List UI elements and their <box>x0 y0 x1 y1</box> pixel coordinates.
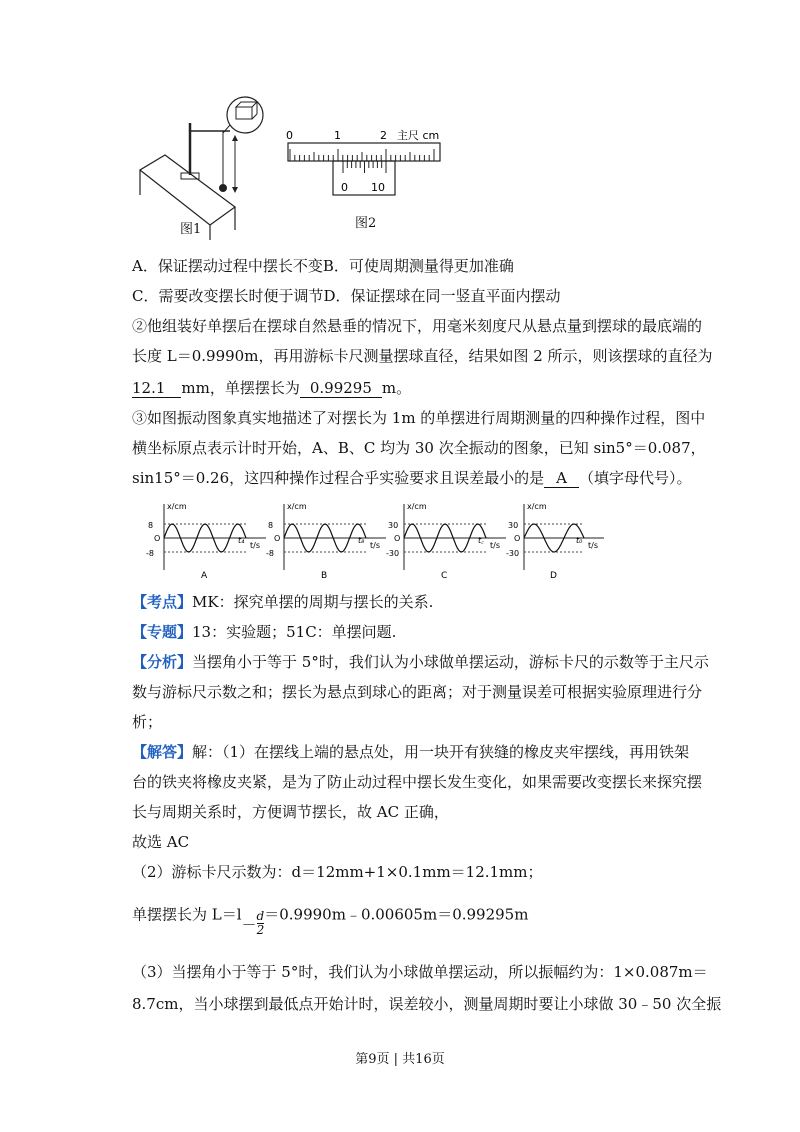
jieda-tag: 【解答】 <box>132 743 193 761</box>
origin-label: O <box>274 534 281 543</box>
jieda-line-5: （2）游标卡尺示数为：d＝12mm+1×0.1mm＝12.1mm； <box>132 863 543 881</box>
t-end-label: t₈ <box>358 536 365 545</box>
q2-answer-length: 0.99295 <box>300 380 382 398</box>
q3-line-3: sin15°＝0.26，这四种操作过程合乎实验要求且误差最小的是 A （填字母代号）。 <box>132 469 692 487</box>
figure-1-label: 图1 <box>180 222 202 237</box>
q2-line-3: 12.1 mm，单摆摆长为 0.99295 m。 <box>132 379 412 397</box>
graph-D <box>506 502 604 580</box>
q2-answer-diameter: 12.1 <box>132 380 181 398</box>
q2-line-2: 长度 L＝0.9990m，再用游标卡尺测量摆球直径，结果如图 2 所示，则该摆球的直径为 <box>132 347 713 365</box>
kaodian-line: 【考点】MK：探究单摆的周期与摆长的关系. <box>132 593 434 611</box>
figure-2-vernier <box>285 125 450 200</box>
ruler-tick-2: 2 <box>380 129 387 142</box>
fraction-d-over-2: $\frac{d}{2}$ <box>256 909 265 937</box>
jieda-line-2: 台的铁夹将橡皮夹紧，是为了防止动过程中摆长发生变化，如果需要改变摆长来探究摆 <box>132 773 703 791</box>
ruler-tick-1: 1 <box>334 129 341 142</box>
jieda-line-3: 长与周期关系时，方便调节摆长，故 AC 正确， <box>132 803 449 821</box>
fenxi-line-2: 数与游标尺示数之和；摆长为悬点到球心的距离；对于测量误差可根据实验原理进行分 <box>132 683 703 701</box>
graph-label: D <box>550 571 557 580</box>
ymin-label: -8 <box>146 549 154 558</box>
xlabel: t/s <box>250 541 260 550</box>
origin-label: O <box>394 534 401 543</box>
ymax-label: 30 <box>508 521 519 530</box>
ylabel: x/cm <box>527 502 547 511</box>
vernier-tick-10: 10 <box>371 181 385 194</box>
q3-line-1: ③如图振动图象真实地描述了对摆长为 1m 的单摆进行周期测量的四种操作过程，图中 <box>132 409 706 427</box>
fenxi-line-1: 【分析】当摆角小于等于 5°时，我们认为小球做单摆运动，游标卡尺的示数等于主尺示 <box>132 653 709 671</box>
graph-label: C <box>441 571 448 580</box>
ymin-label: -30 <box>506 549 520 558</box>
ymin-label: -8 <box>266 549 274 558</box>
ymax-label: 30 <box>388 521 399 530</box>
ylabel: x/cm <box>287 502 307 511</box>
ylabel: x/cm <box>167 502 187 511</box>
ymax-label: 8 <box>268 521 274 530</box>
fenxi-tag: 【分析】 <box>132 653 193 671</box>
ruler-unit: 主尺 cm <box>397 129 440 142</box>
q3-answer: A <box>544 470 579 488</box>
oscillation-graphs <box>142 500 612 580</box>
xlabel: t/s <box>588 541 598 550</box>
page-footer: 第9页 | 共16页 <box>355 1052 445 1067</box>
graph-B <box>266 502 386 580</box>
zhuanti-line: 【专题】13：实验题；51C：单摆问题. <box>132 623 397 641</box>
origin-label: O <box>514 534 521 543</box>
jieda-line-6: 单摆摆长为 L＝l－ $\frac{d}{2}$ ＝0.9990m﹣0.00605m＝0.99295m <box>132 905 529 937</box>
graph-A <box>146 502 266 580</box>
graph-label: A <box>201 571 208 580</box>
ruler-tick-0: 0 <box>286 129 293 142</box>
ylabel: x/cm <box>407 502 427 511</box>
zhuanti-tag: 【专题】 <box>132 623 193 641</box>
figure-2-label: 图2 <box>355 216 377 231</box>
fenxi-line-3: 析； <box>132 713 163 731</box>
option-line-1: A．保证摆动过程中摆长不变B．可使周期测量得更加准确 <box>132 257 514 275</box>
q2-line-1: ②他组装好单摆后在摆球自然悬垂的情况下，用毫米刻度尺从悬点量到摆球的最底端的 <box>132 317 703 335</box>
t-end-label: t꜀ <box>478 536 484 545</box>
xlabel: t/s <box>490 541 500 550</box>
origin-label: O <box>154 534 161 543</box>
xlabel: t/s <box>370 541 380 550</box>
kaodian-tag: 【考点】 <box>132 593 193 611</box>
t-end-label: t₄ <box>238 536 245 545</box>
jieda-line-8: 8.7cm，当小球摆到最低点开始计时，误差较小，测量周期时要让小球做 30﹣50 次全振 <box>132 995 722 1013</box>
vernier-tick-0: 0 <box>341 181 348 194</box>
jieda-line-7: （3）当摆角小于等于 5°时，我们认为小球做单摆运动，所以振幅约为：1×0.087m＝ <box>132 963 708 981</box>
jieda-line-1: 【解答】解：（1）在摆线上端的悬点处，用一块开有狭缝的橡皮夹牢摆线，再用铁架 <box>132 743 690 761</box>
jieda-line-4: 故选 AC <box>132 833 190 851</box>
q3-line-2: 横坐标原点表示计时开始，A、B、C 均为 30 次全振动的图象，已知 sin5°＝0.087， <box>132 439 706 457</box>
t-end-label: t₀ <box>576 536 583 545</box>
figure-1-apparatus <box>135 95 275 240</box>
graph-C <box>386 502 506 580</box>
ymax-label: 8 <box>148 521 154 530</box>
graph-label: B <box>321 571 328 580</box>
option-line-2: C．需要改变摆长时便于调节D．保证摆球在同一竖直平面内摆动 <box>132 287 561 305</box>
ymin-label: -30 <box>386 549 400 558</box>
